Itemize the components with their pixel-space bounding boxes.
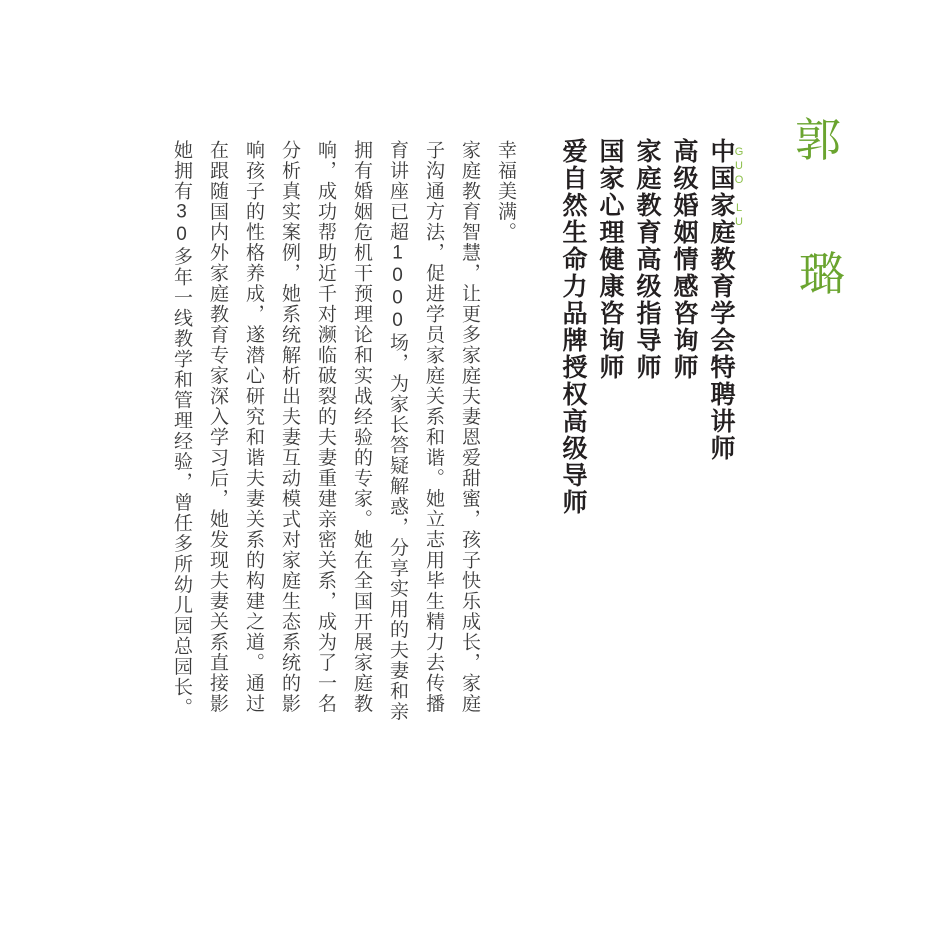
biography-line: 分析真实案例，她系统解析出夫妻互动模式对家庭生态系统的影 [279, 140, 300, 714]
profile-name-pinyin: GUO LU [733, 146, 745, 230]
credential-title: 高级婚姻情感咨询师 [670, 138, 698, 381]
biography-line: 子沟通方法，促进学员家庭关系和谐。她立志用毕生精力去传播 [423, 140, 444, 714]
name-char-second: 璐 [799, 249, 847, 300]
credential-title-list [548, 138, 733, 738]
profile-name-block [725, 115, 847, 328]
biography-line: 拥有婚姻危机干预理论和实战经验的专家。她在全国开展家庭教 [351, 140, 372, 714]
biography-line: 家庭教育智慧，让更多家庭夫妻恩爱甜蜜，孩子快乐成长，家庭 [459, 140, 480, 714]
biography-line: 育讲座已超1000场，为家长答疑解惑，分享实用的夫妻和亲 [387, 140, 408, 722]
biography-line: 在跟随国内外家庭教育专家深入学习后，她发现夫妻关系直接影 [207, 140, 228, 714]
biography-line: 响，成功帮助近千对濒临破裂的夫妻重建亲密关系，成为了一名 [315, 140, 336, 714]
credential-title: 国家心理健康咨询师 [596, 138, 624, 381]
name-char-first: 郭 [795, 115, 843, 166]
biography-line: 响孩子的性格养成，遂潜心研究和谐夫妻关系的构建之道。通过 [243, 140, 264, 714]
credential-title: 中国家庭教育学会特聘讲师 [707, 138, 735, 462]
credential-title: 爱自然生命力品牌授权高级导师 [559, 138, 587, 516]
credential-title: 家庭教育高级指导师 [633, 138, 661, 381]
biography-line: 幸福美满。 [495, 140, 516, 243]
biography-text-block [155, 140, 515, 830]
biography-line: 她拥有30多年一线教学和管理经验，曾任多所幼儿园总园长。 [171, 140, 192, 718]
